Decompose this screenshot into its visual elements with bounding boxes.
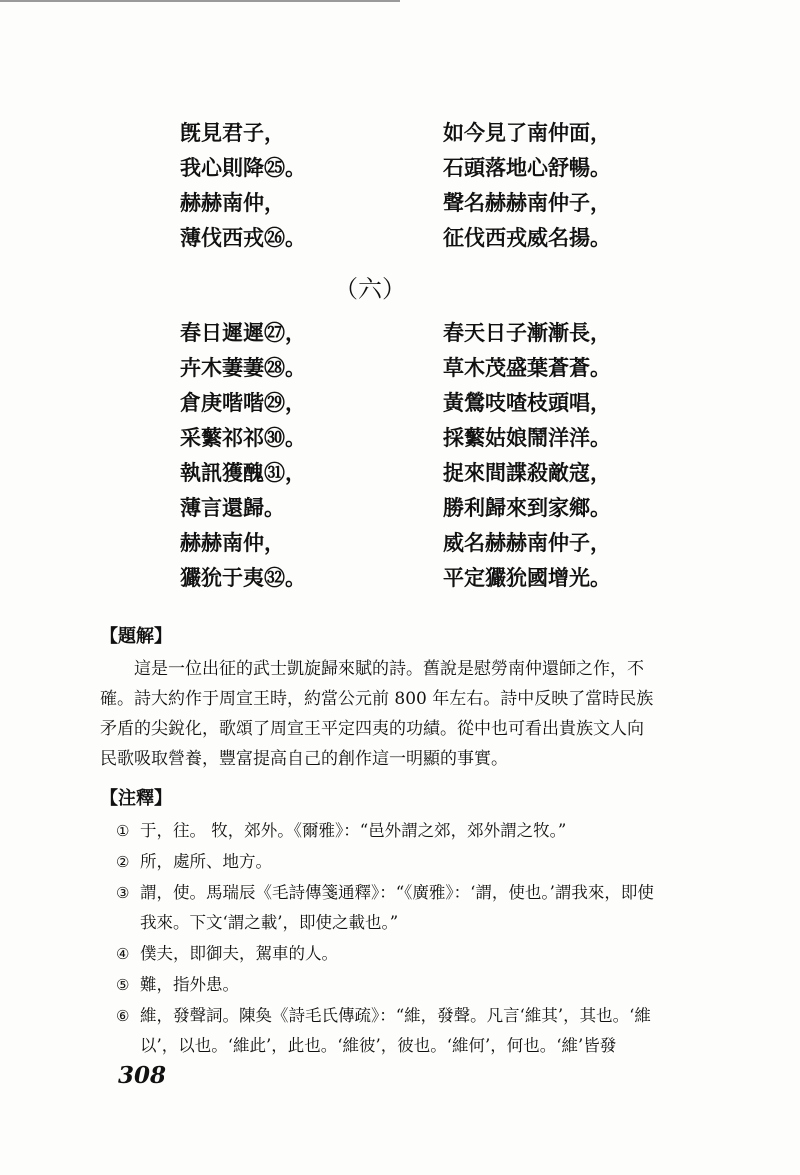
tijie-line: 這是一位出征的武士凱旋歸來賦的詩。舊說是慰勞南仲還師之作，不	[134, 659, 644, 679]
note-number: ③	[116, 884, 130, 902]
poem-line	[0, 420, 800, 455]
poem-line	[0, 115, 800, 150]
note-text-line: 我來。下文‘謂之載’，即使之載也。”	[140, 913, 399, 932]
poem-translation-line: 平定玁狁國增光。	[443, 565, 611, 590]
poem-line	[0, 525, 800, 560]
note-text-line: 維，發聲詞。陳奐《詩毛氏傳疏》：“維，發聲。凡言‘維其’，其也。‘維	[140, 1006, 651, 1025]
note-number: ⑥	[116, 1007, 130, 1025]
poem-stanza-6	[0, 315, 800, 595]
poem-line	[0, 315, 800, 350]
note-text-line: 以’，以也。‘維此’，此也。‘維彼’，彼也。‘維何’，何也。‘維’皆發	[140, 1036, 617, 1055]
note-item	[100, 1001, 680, 1061]
note-text-line: 難，指外患。	[140, 975, 239, 994]
note-text-line: 所，處所、地方。	[140, 852, 272, 871]
poem-original-line: 赫赫南仲，	[180, 190, 285, 215]
section-title: （六）	[334, 275, 406, 303]
poem-original-line: 執訊獲醜㉛，	[180, 460, 306, 485]
note-number: ④	[116, 945, 130, 963]
poem-original-line: 卉木萋萋㉘。	[180, 355, 306, 380]
note-text-line: 于，往。 牧，郊外。《爾雅》：“邑外謂之郊，郊外謂之牧。”	[140, 821, 567, 840]
tijie-line: 確。詩大約作于周宣王時，約當公元前 800 年左右。詩中反映了當時民族	[100, 689, 654, 709]
poem-translation-line: 草木茂盛葉蒼蒼。	[443, 355, 611, 380]
poem-translation-line: 聲名赫赫南仲子，	[443, 190, 611, 215]
poem-translation-line: 採蘩姑娘鬧洋洋。	[443, 425, 611, 450]
poem-translation-line: 石頭落地心舒暢。	[443, 155, 611, 180]
poem-line	[0, 455, 800, 490]
poem-translation-line: 勝利歸來到家鄉。	[443, 495, 611, 520]
poem-stanza-5	[0, 115, 800, 255]
note-item	[100, 847, 680, 877]
tijie-line: 民歌吸取營養，豐富提高自己的創作這一明顯的事實。	[100, 749, 508, 769]
tijie-paragraph	[100, 654, 672, 774]
poem-original-line: 倉庚喈喈㉙，	[180, 390, 306, 415]
poem-line	[0, 150, 800, 185]
poem-line	[0, 385, 800, 420]
poem-translation-line: 捉來間諜殺敵寇，	[443, 460, 611, 485]
poem-line	[0, 185, 800, 220]
poem-original-line: 春日遲遲㉗，	[180, 320, 306, 345]
page-number: 308	[118, 1062, 167, 1089]
poem-original-line: 薄言還歸。	[180, 495, 285, 520]
top-rule	[0, 0, 400, 2]
note-number: ⑤	[116, 976, 130, 994]
note-item	[100, 970, 680, 1000]
poem-original-line: 玁狁于夷㉜。	[180, 565, 306, 590]
note-text-line: 僕夫，即御夫，駕車的人。	[140, 944, 338, 963]
note-text-line: 謂，使。馬瑞辰《毛詩傳箋通釋》：“《廣雅》：‘謂，使也。’謂我來，即使	[140, 883, 654, 902]
tijie-heading: 【題解】	[100, 626, 172, 647]
poem-translation-line: 如今見了南仲面，	[443, 120, 611, 145]
notes-list	[100, 816, 680, 1062]
poem-translation-line: 春天日子漸漸長，	[443, 320, 611, 345]
zhushi-heading: 【注釋】	[100, 788, 172, 809]
poem-line	[0, 560, 800, 595]
poem-translation-line: 黃鶯吱喳枝頭唱，	[443, 390, 611, 415]
poem-translation-line: 威名赫赫南仲子，	[443, 530, 611, 555]
poem-original-line: 薄伐西戎㉖。	[180, 225, 306, 250]
note-item	[100, 816, 680, 846]
poem-line	[0, 350, 800, 385]
poem-original-line: 采蘩祁祁㉚。	[180, 425, 306, 450]
note-number: ②	[116, 853, 130, 871]
poem-line	[0, 490, 800, 525]
note-number: ①	[116, 822, 130, 840]
poem-original-line: 赫赫南仲，	[180, 530, 285, 555]
note-item	[100, 939, 680, 969]
poem-line	[0, 220, 800, 255]
poem-translation-line: 征伐西戎威名揚。	[443, 225, 611, 250]
note-item	[100, 878, 680, 938]
tijie-line: 矛盾的尖銳化，歌頌了周宣王平定四夷的功績。從中也可看出貴族文人向	[100, 719, 644, 739]
poem-original-line: 旣見君子，	[180, 120, 285, 145]
poem-original-line: 我心則降㉕。	[180, 155, 306, 180]
